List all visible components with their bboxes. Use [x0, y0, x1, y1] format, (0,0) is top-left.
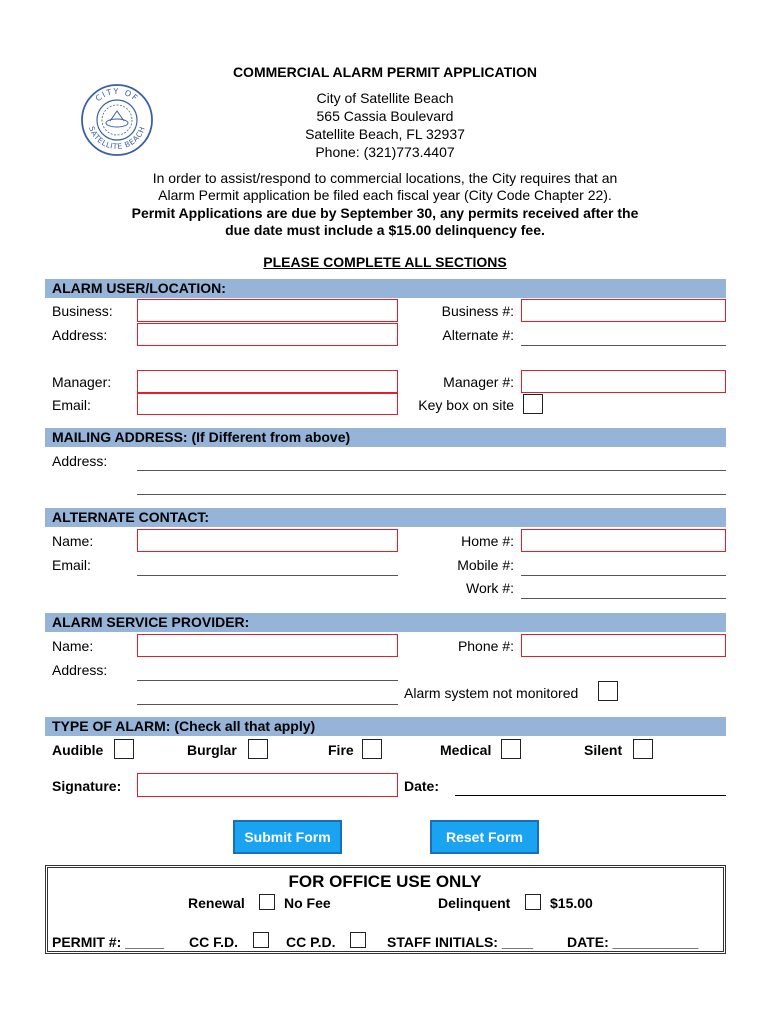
business-number-label: Business #:	[441, 303, 514, 319]
cc-pd-checkbox[interactable]	[350, 932, 366, 948]
alternate-number-input[interactable]	[521, 345, 726, 346]
permit-number-field: PERMIT #: _____	[52, 934, 165, 950]
provider-address-line-2[interactable]	[137, 704, 398, 705]
home-number-label: Home #:	[461, 533, 514, 549]
alt-name-label: Name:	[52, 533, 94, 549]
medical-checkbox[interactable]	[501, 739, 521, 759]
alt-email-input[interactable]	[137, 575, 398, 576]
date-label: Date:	[404, 778, 440, 794]
alt-email-label: Email:	[52, 557, 91, 573]
address-input[interactable]	[137, 323, 398, 346]
work-number-input[interactable]	[521, 598, 726, 599]
audible-label: Audible	[52, 742, 104, 758]
intro-line-1: In order to assist/respond to commercial locations, the City requires that an	[152, 170, 618, 186]
svg-text:CITY OF: CITY OF	[93, 86, 141, 104]
silent-checkbox[interactable]	[633, 739, 653, 759]
address-line-1: City of Satellite Beach	[316, 90, 454, 106]
mobile-number-input[interactable]	[521, 575, 726, 576]
provider-address-label: Address:	[52, 662, 108, 678]
renewal-checkbox[interactable]	[259, 894, 275, 910]
signature-label: Signature:	[52, 778, 122, 794]
reset-form-button[interactable]: Reset Form	[430, 820, 539, 854]
manager-label: Manager:	[52, 374, 112, 390]
date-input[interactable]	[455, 795, 726, 796]
address-line-3: Satellite Beach, FL 32937	[305, 126, 465, 142]
svg-text:SATELLITE BEACH: SATELLITE BEACH	[86, 124, 148, 152]
manager-number-label: Manager #:	[443, 374, 514, 390]
burglar-checkbox[interactable]	[248, 739, 268, 759]
mobile-number-label: Mobile #:	[457, 557, 514, 573]
cc-fd-label: CC F.D.	[189, 934, 238, 950]
provider-name-label: Name:	[52, 638, 94, 654]
audible-checkbox[interactable]	[114, 739, 134, 759]
delinquent-fee: $15.00	[550, 895, 593, 911]
staff-initials-field: STAFF INITIALS: ____	[387, 934, 533, 950]
provider-address-line-1[interactable]	[137, 680, 398, 681]
delinquent-label: Delinquent	[438, 895, 511, 911]
intro-line-2: Alarm Permit application be filed each fiscal year (City Code Chapter 22).	[158, 187, 612, 203]
address-label: Address:	[52, 327, 108, 343]
silent-label: Silent	[584, 742, 623, 758]
section-mailing-address: MAILING ADDRESS: (If Different from above)	[45, 428, 726, 447]
notice-line-2: due date must include a $15.00 delinquency fee.	[225, 222, 545, 238]
business-number-input[interactable]	[521, 299, 726, 322]
mailing-address-line-1[interactable]	[137, 470, 726, 471]
provider-phone-input[interactable]	[521, 634, 726, 657]
manager-input[interactable]	[137, 370, 398, 393]
business-input[interactable]	[137, 299, 398, 322]
cc-pd-label: CC P.D.	[286, 934, 336, 950]
provider-name-input[interactable]	[137, 634, 398, 657]
phone-line: Phone: (321)773.4407	[315, 144, 455, 160]
form-title: COMMERCIAL ALARM PERMIT APPLICATION	[232, 64, 538, 80]
instructions-heading: PLEASE COMPLETE ALL SECTIONS	[263, 254, 507, 270]
medical-label: Medical	[440, 742, 492, 758]
burglar-label: Burglar	[187, 742, 237, 758]
alt-name-input[interactable]	[137, 529, 398, 552]
mailing-address-line-2[interactable]	[137, 494, 726, 495]
not-monitored-label: Alarm system not monitored	[404, 685, 579, 701]
no-fee-label: No Fee	[284, 895, 331, 911]
work-number-label: Work #:	[466, 580, 514, 596]
signature-input[interactable]	[137, 773, 398, 797]
keybox-label: Key box on site	[418, 397, 514, 413]
section-alarm-user: ALARM USER/LOCATION:	[45, 279, 726, 298]
delinquent-checkbox[interactable]	[525, 894, 541, 910]
keybox-checkbox[interactable]	[523, 394, 543, 414]
submit-form-button[interactable]: Submit Form	[233, 820, 342, 854]
notice-line-1: Permit Applications are due by September 30, any permits received after the	[131, 205, 639, 221]
provider-phone-label: Phone #:	[457, 638, 514, 654]
manager-number-input[interactable]	[521, 370, 726, 393]
mailing-address-label: Address:	[52, 453, 108, 469]
section-service-provider: ALARM SERVICE PROVIDER:	[45, 613, 726, 632]
section-alarm-type: TYPE OF ALARM: (Check all that apply)	[45, 717, 726, 736]
renewal-label: Renewal	[188, 895, 245, 911]
section-alternate-contact: ALTERNATE CONTACT:	[45, 508, 726, 527]
address-line-2: 565 Cassia Boulevard	[316, 108, 454, 124]
business-label: Business:	[52, 303, 113, 319]
office-use-heading: FOR OFFICE USE ONLY	[288, 872, 482, 891]
alternate-number-label: Alternate #:	[442, 327, 514, 343]
office-date-field: DATE: ___________	[567, 934, 699, 950]
cc-fd-checkbox[interactable]	[253, 932, 269, 948]
home-number-input[interactable]	[521, 529, 726, 552]
email-input[interactable]	[137, 393, 398, 415]
fire-checkbox[interactable]	[362, 739, 382, 759]
fire-label: Fire	[328, 742, 354, 758]
not-monitored-checkbox[interactable]	[598, 681, 618, 701]
email-label: Email:	[52, 397, 91, 413]
